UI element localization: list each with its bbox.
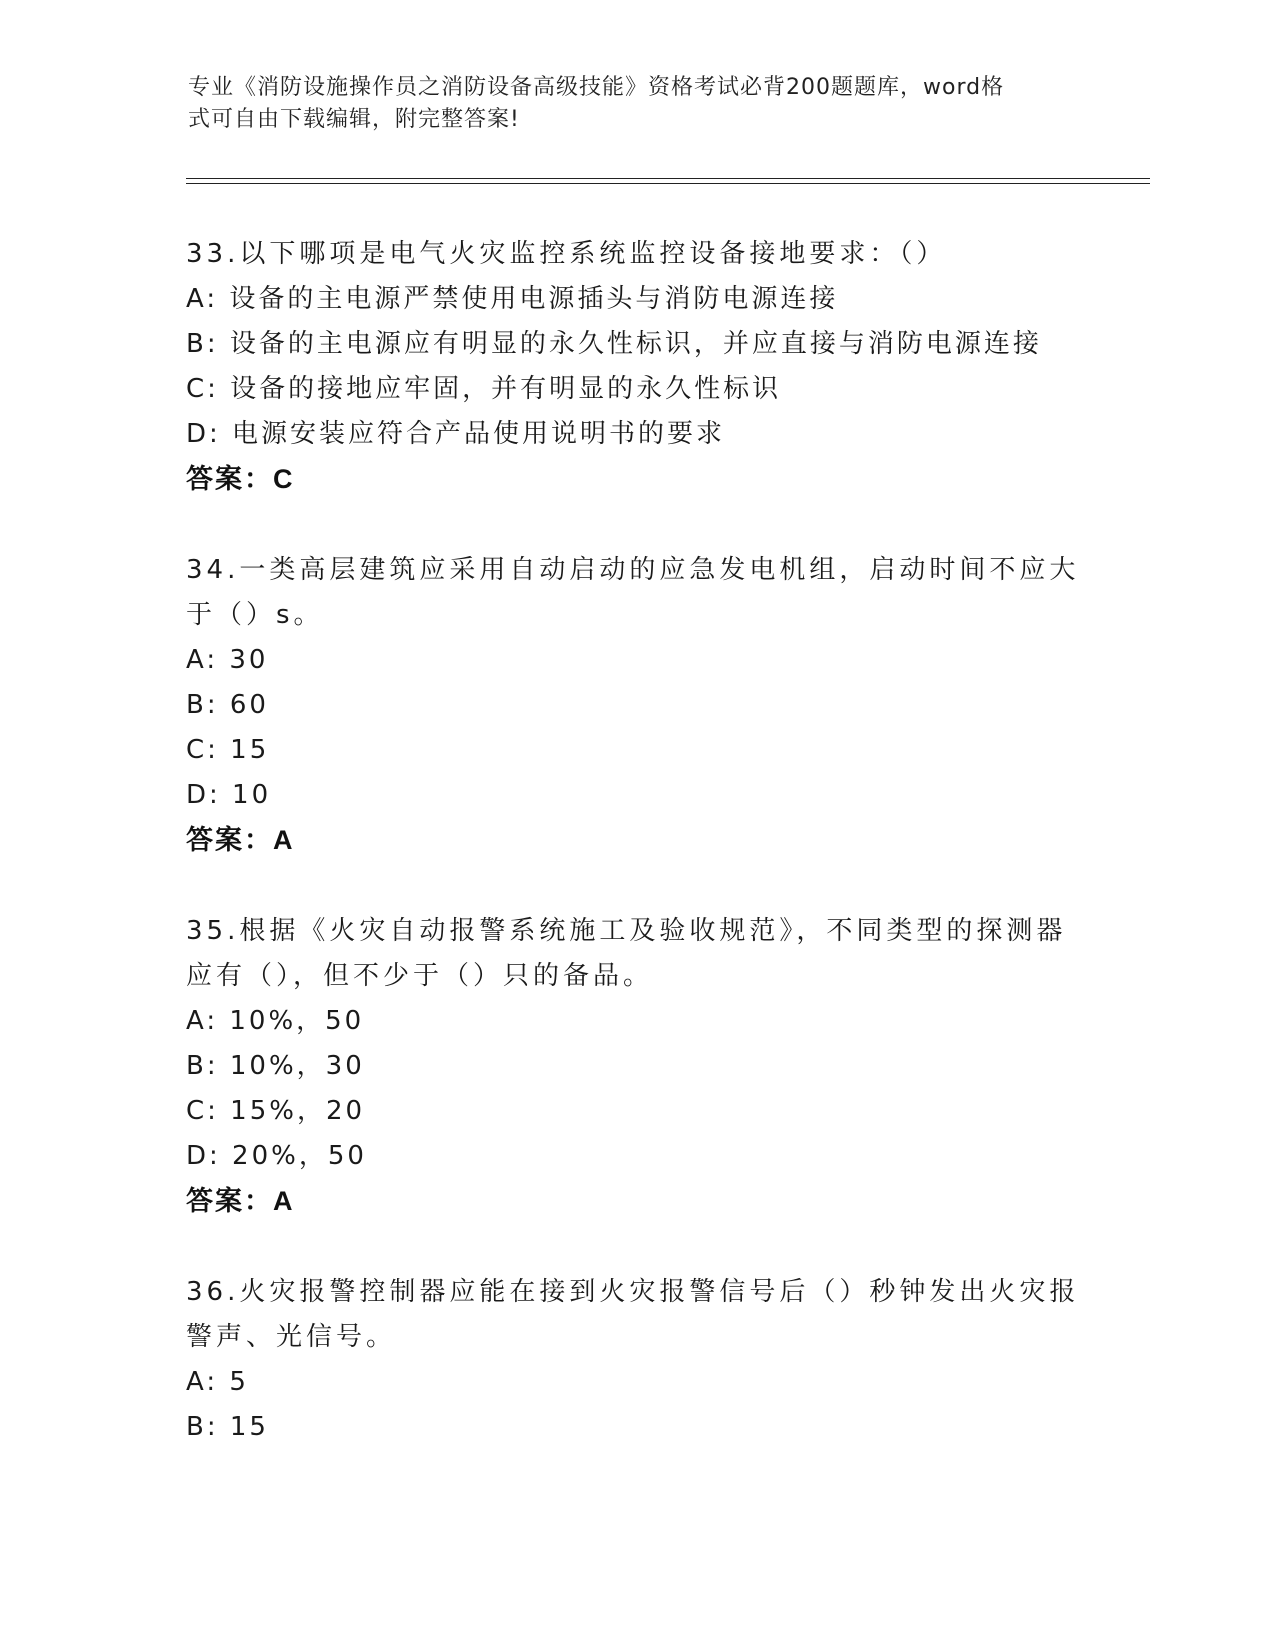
answer-value: A	[273, 825, 295, 855]
answer-value: C	[273, 464, 295, 494]
option-d: D: 10	[186, 780, 272, 810]
answer-value: A	[273, 1186, 295, 1216]
header-divider-top	[186, 178, 1150, 179]
option-c: C: 设备的接地应牢固，并有明显的永久性标识	[186, 374, 782, 404]
question-stem: 34.一类高层建筑应采用自动启动的应急发电机组，启动时间不应大于（）s。	[186, 555, 1080, 630]
question-stem: 35.根据《火灾自动报警系统施工及验收规范》，不同类型的探测器应有（），但不少于（）只的备品。	[186, 916, 1067, 991]
answer-line	[186, 457, 1086, 502]
answer-label: 答案：	[186, 825, 273, 856]
option-a: A: 设备的主电源严禁使用电源插头与消防电源连接	[186, 284, 839, 314]
intro-line-2: 式可自由下载编辑，附完整答案!	[188, 107, 520, 132]
option-a: A: 10%，50	[186, 1006, 365, 1036]
answer-label: 答案：	[186, 464, 273, 495]
option-b: B: 60	[186, 690, 269, 720]
question-34	[186, 548, 1086, 863]
question-36	[186, 1270, 1086, 1450]
question-list	[186, 232, 1086, 1496]
question-stem: 33.以下哪项是电气火灾监控系统监控设备接地要求：（）	[186, 239, 947, 269]
option-c: C: 15%，20	[186, 1096, 366, 1126]
answer-label: 答案：	[186, 1186, 273, 1217]
option-a: A: 30	[186, 645, 269, 675]
intro-line-1: 专业《消防设施操作员之消防设备高级技能》资格考试必背200题题库，word格	[188, 75, 1005, 100]
document-intro	[188, 72, 1068, 136]
option-c: C: 15	[186, 735, 270, 765]
option-b: B: 设备的主电源应有明显的永久性标识，并应直接与消防电源连接	[186, 329, 1042, 359]
option-b: B: 10%，30	[186, 1051, 365, 1081]
question-stem: 36.火灾报警控制器应能在接到火灾报警信号后（）秒钟发出火灾报警声、光信号。	[186, 1277, 1080, 1352]
header-divider-bottom	[186, 183, 1150, 184]
option-b: B: 15	[186, 1412, 269, 1442]
option-d: D: 电源安装应符合产品使用说明书的要求	[186, 419, 726, 449]
option-a: A: 5	[186, 1367, 249, 1397]
answer-line	[186, 818, 1086, 863]
answer-line	[186, 1179, 1086, 1224]
question-33	[186, 232, 1086, 502]
question-35	[186, 909, 1086, 1224]
option-d: D: 20%，50	[186, 1141, 367, 1171]
